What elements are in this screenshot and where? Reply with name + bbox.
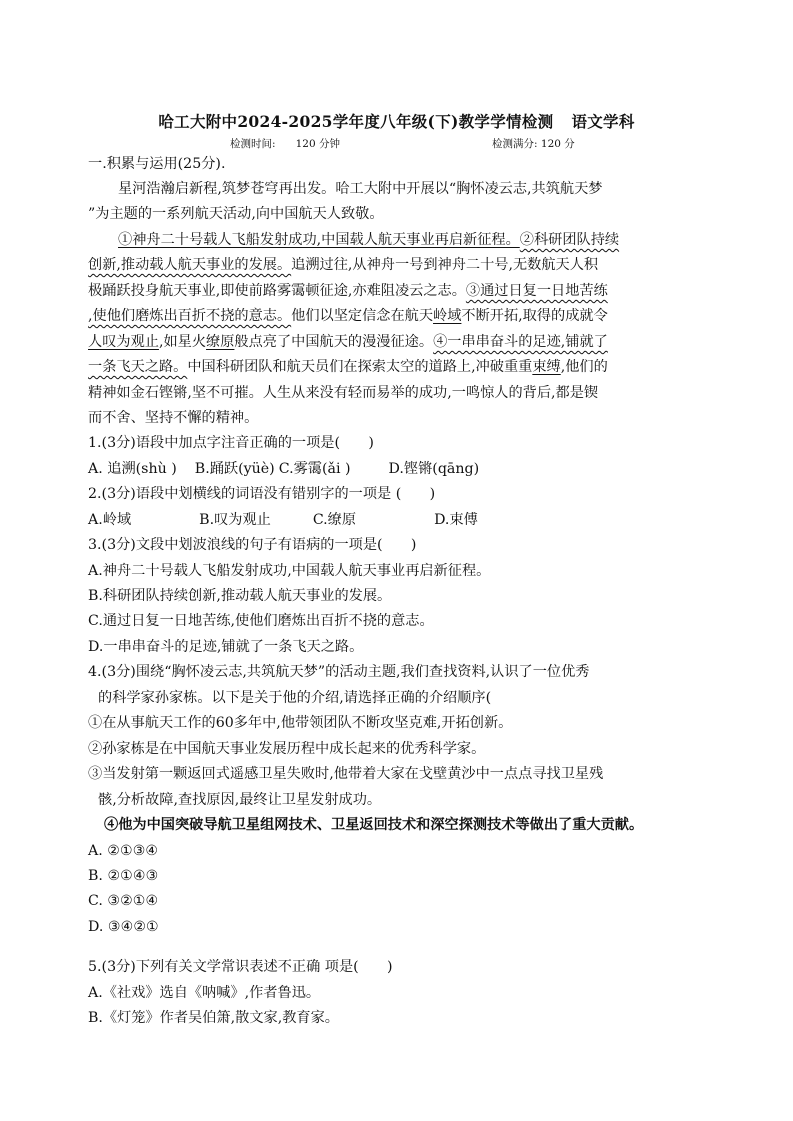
passage-line-4 [88,306,608,326]
q5-option-b: B.《灯笼》作者吴伯箫,散文家,教育家。 [88,1010,339,1026]
passage-line-2 [88,255,598,275]
exam-score-value: 120 分 [540,138,575,150]
exam-score-label: 检测满分: [492,138,538,150]
question-3-stem: 3.(3分)文段中划波浪线的句子有语病的一项是( ) [88,537,417,553]
q2-option-c: C.缭原 [312,512,357,528]
wavy-sentence-2a: ②科研团队持续 [519,232,620,248]
q3-option-c: C.通过日复一日地苦练,使他们磨炼出百折不挠的意志。 [88,613,434,629]
passage-text-5a: ,如星火 [158,334,207,350]
wavy-sentence-2b: 创新,推动载人航天事业的发展。 [88,257,292,273]
q3-option-a: A.神舟二十号载人飞船发射成功,中国载人航天事业再启新征程。 [88,563,491,579]
q3-option-b: B.科研团队持续创新,推动载人航天事业的发展。 [88,588,392,604]
intro-line-2: ”为主题的一系列航天活动,向中国航天人致敬。 [88,206,384,222]
wavy-sentence-3a: ③通过日复一日地苦练 [465,283,608,299]
wavy-sentence-4b: 一条飞天之路。 [88,359,188,375]
passage-line-8: 而不舍、坚持不懈的精神。 [88,410,259,426]
passage-line-7: 精神如金石铿锵,坚不可摧。人生从来没有轻而易举的成功,一鸣惊人的背后,都是锲 [88,385,599,401]
q4-item-3-line-1: ③当发射第一颗返回式遥感卫星失败时,他带着大家在戈壁黄沙中一点点寻找卫星残 [88,766,604,782]
passage-text-4b: 不断开拓,取得的成就令 [461,308,608,324]
passage-line-5 [88,332,608,352]
exam-title-main: 哈工大附中2024-2025学年度八年级(下)教学学情检测 [158,112,554,131]
q3-option-d: D.一串串奋斗的足迹,铺就了一条飞天之路。 [88,639,364,655]
wavy-sentence-3b: ,使他们磨炼出百折不挠的意志。 [88,308,292,324]
q1-option-d: D.铿锵(qāng) [388,461,480,477]
q4-option-a: A. ②①③④ [88,843,159,859]
underlined-word-lingyu: 岭域 [433,308,462,324]
underlined-word-tanwei: 人叹为观止 [88,334,159,350]
passage-text-6b: ,他们的 [560,359,608,375]
question-1-stem: 1.(3分)语段中加点字注音正确的一项是( ) [88,435,374,451]
q4-option-c: C. ③②①④ [88,893,159,909]
passage-text-6a: 中国科研团队和航天员们在探索太空的道路上,冲破重重 [187,359,533,375]
q2-option-d: D.束傅 [434,512,478,528]
intro-line-1: 星河浩瀚启新程,筑梦苍穹再出发。哈工大附中开展以“胸怀凌云志,共筑航天梦 [118,181,603,197]
q4-item-3-line-2: 骸,分析故障,查找原因,最终让卫星发射成功。 [98,792,382,808]
question-2-stem: 2.(3分)语段中划横线的词语没有错别字的一项是 ( ) [88,486,436,502]
passage-line-3 [88,281,608,301]
passage-text-2: 追溯过往,从神舟一号到神舟二十号,无数航天人积 [291,257,599,273]
exam-time [230,136,340,151]
question-4-stem-line-2: 的科学家孙家栋。以下是关于他的介绍,请选择正确的介绍顺序( [98,690,492,706]
wavy-sentence-4a: ④一串串奋斗的足迹,铺就了 [433,334,608,350]
q2-option-a: A.岭域 [88,512,132,528]
q4-option-b: B. ②①④③ [88,868,159,884]
exam-time-label: 检测时间: [230,138,276,150]
q2-option-b: B.叹为观止 [199,512,271,528]
q1-option-b: B.踊跃(yüè) [194,461,275,477]
q1-option-c: C.雾霭(ǎi ) [278,461,351,477]
passage-line-6 [88,357,608,377]
q4-item-2: ②孙家栋是在中国航天事业发展历程中成长起来的优秀科学家。 [88,741,486,757]
q1-option-a: A. 追溯(shù ) [88,461,177,477]
passage-text-3: 极踊跃投身航天事业,即使前路雾霭顿征途,亦难阻凌云之志。 [88,283,466,299]
exam-title [0,110,793,132]
exam-subject: 语文学科 [571,112,635,131]
passage-line-1 [118,230,619,250]
question-2-options [88,510,478,530]
exam-time-value: 120 分钟 [295,138,340,150]
q4-item-4: ④他为中国突破导航卫星组网技术、卫星返回技术和深空探测技术等做出了重大贡献。 [104,817,644,833]
exam-score [492,136,575,151]
q4-option-d: D. ③④②① [88,919,159,935]
underlined-word-liaoyuan: 缭原 [206,334,235,350]
q5-option-a: A.《社戏》选自《呐喊》,作者鲁迅。 [88,985,321,1001]
q4-item-1: ①在从事航天工作的60多年中,他带领团队不断攻坚克难,开拓创新。 [88,715,513,731]
question-5-stem: 5.(3分)下列有关文学常识表述不正确 项是( ) [88,959,393,975]
question-4-stem-line-1: 4.(3分)围绕“胸怀凌云志,共筑航天梦”的活动主题,我们查找资料,认识了一位优秀 [88,664,590,680]
question-1-options [88,459,479,479]
underlined-sentence-1: ①神舟二十号载人飞船发射成功,中国载人航天事业再启新征程。 [118,232,520,248]
section-heading: 一.积累与运用(25分). [88,156,226,172]
underlined-word-shufu: 束缚 [532,359,561,375]
passage-text-5b: 般点亮了中国航天的漫漫征途。 [234,334,434,350]
passage-text-4a: 他们以坚定信念在航天 [291,308,434,324]
